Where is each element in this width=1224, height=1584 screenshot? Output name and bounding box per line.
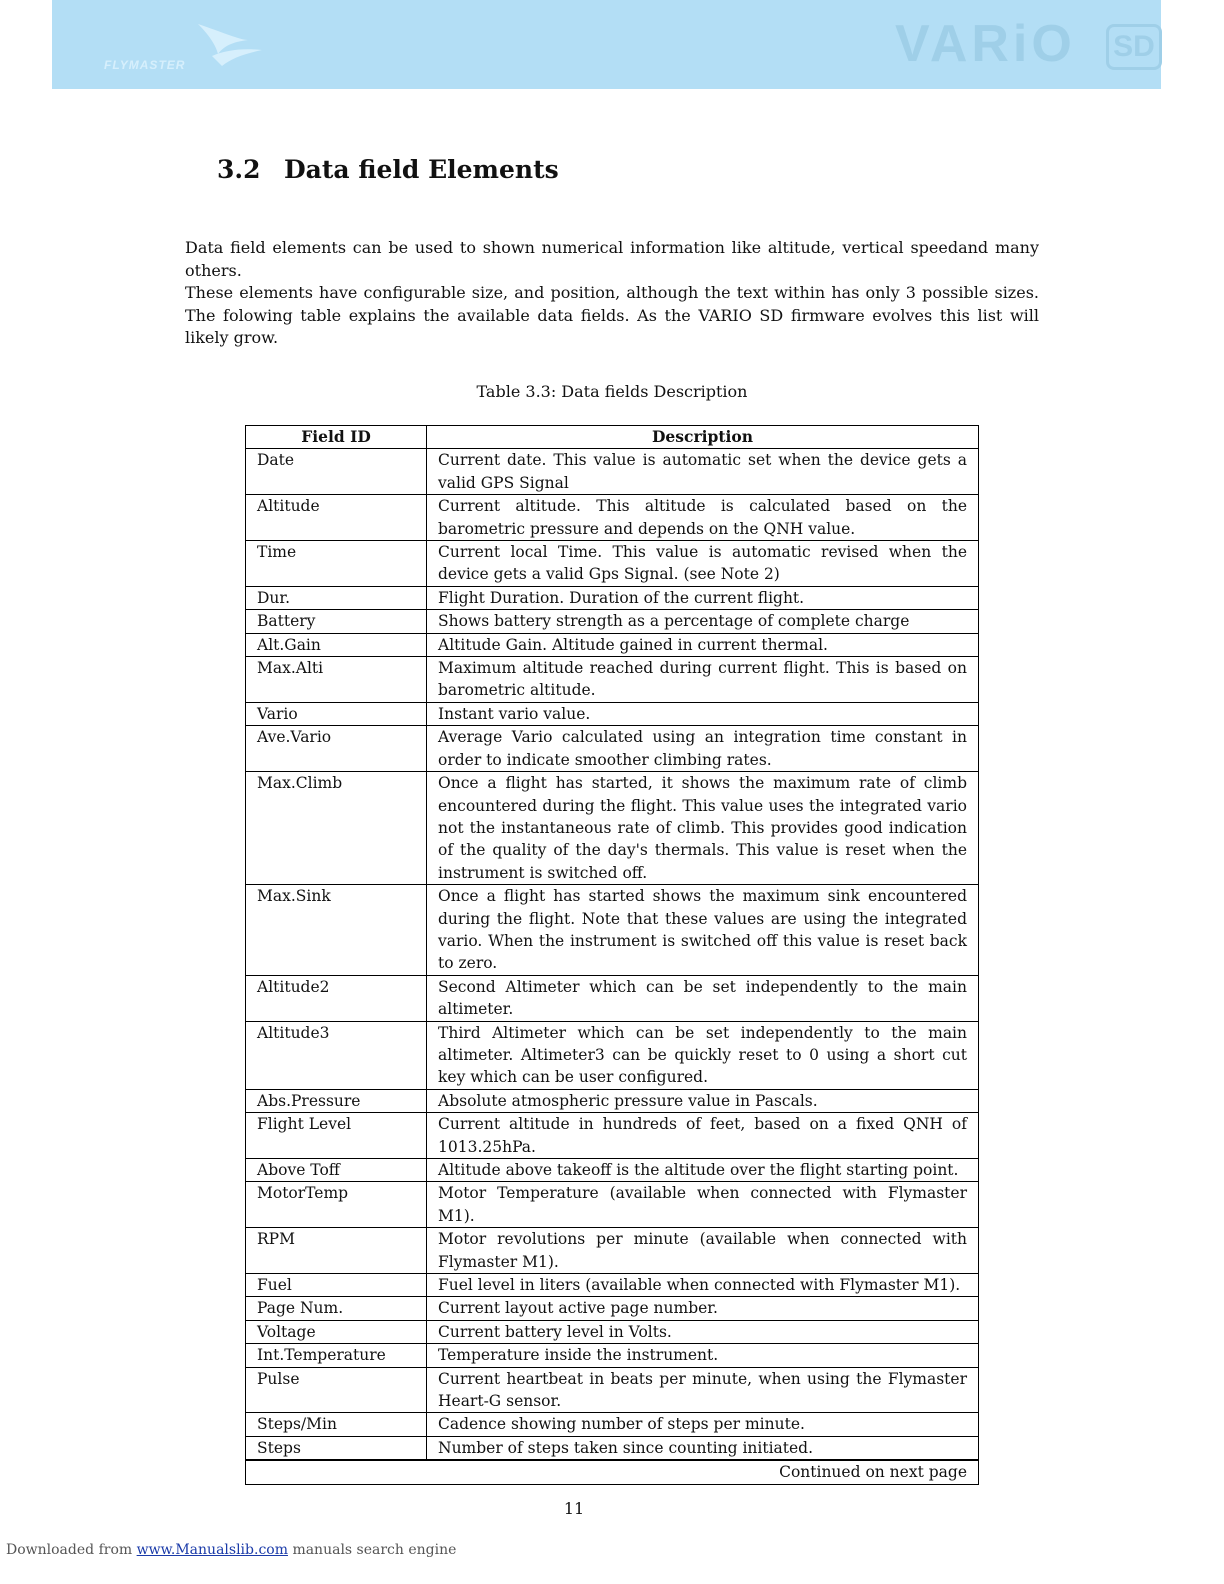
table-row <box>246 1228 979 1274</box>
table-row <box>246 1320 979 1343</box>
field-description-cell: Maximum altitude reached during current flight. This is based on barometric altitude. <box>427 657 979 703</box>
field-description-cell: Once a flight has started, it shows the maximum rate of climb encountered during the flight. This value uses the integrated vario not the instantaneous rate of climb. This provides good indication of the quality of the day's thermals. This value is reset when the instrument is switched off. <box>427 772 979 885</box>
table-row <box>246 772 979 885</box>
data-fields-table <box>245 425 979 1485</box>
flymaster-logo-text: FLYMASTER <box>104 58 186 72</box>
table-row <box>246 495 979 541</box>
field-id-cell: Steps/Min <box>246 1413 427 1436</box>
page-number: 11 <box>563 1499 585 1518</box>
table-row <box>246 1089 979 1112</box>
field-id-cell: RPM <box>246 1228 427 1274</box>
table-row <box>246 1113 979 1159</box>
table-row <box>246 1413 979 1436</box>
field-description-cell: Current local Time. This value is automatic revised when the device gets a valid Gps Signal. (see Note 2) <box>427 541 979 587</box>
field-description-cell: Flight Duration. Duration of the current flight. <box>427 586 979 609</box>
field-id-cell: Altitude3 <box>246 1021 427 1089</box>
table-row <box>246 633 979 656</box>
field-id-cell: Ave.Vario <box>246 726 427 772</box>
field-description-cell: Fuel level in liters (available when connected with Flymaster M1). <box>427 1274 979 1297</box>
table-caption: Table 3.3: Data fields Description <box>476 382 748 401</box>
field-id-cell: MotorTemp <box>246 1182 427 1228</box>
table-row <box>246 610 979 633</box>
field-description-cell: Cadence showing number of steps per minute. <box>427 1413 979 1436</box>
table-row <box>246 1182 979 1228</box>
field-description-cell: Motor Temperature (available when connected with Flymaster M1). <box>427 1182 979 1228</box>
field-id-cell: Pulse <box>246 1367 427 1413</box>
table-row <box>246 1367 979 1413</box>
table-row <box>246 541 979 587</box>
table-row <box>246 1159 979 1182</box>
intro-text <box>185 237 1039 350</box>
field-id-cell: Max.Climb <box>246 772 427 885</box>
field-description-cell: Temperature inside the instrument. <box>427 1344 979 1367</box>
download-footer <box>6 1542 456 1558</box>
field-id-cell: Above Toff <box>246 1159 427 1182</box>
field-id-cell: Steps <box>246 1436 427 1460</box>
field-description-cell: Instant vario value. <box>427 702 979 725</box>
table-row <box>246 1021 979 1089</box>
field-description-cell: Once a flight has started shows the maximum sink encountered during the flight. Note that these values are using the integrated vario. When the instrument is switched off this value is reset back to zero. <box>427 885 979 976</box>
section-heading <box>217 155 559 184</box>
table-row <box>246 1344 979 1367</box>
field-id-cell: Alt.Gain <box>246 633 427 656</box>
table-continued-row <box>246 1460 979 1484</box>
field-description-cell: Absolute atmospheric pressure value in Pascals. <box>427 1089 979 1112</box>
vario-logo-text: VARiO <box>895 15 1076 73</box>
table-row <box>246 702 979 725</box>
header-banner <box>52 0 1161 89</box>
field-id-cell: Voltage <box>246 1320 427 1343</box>
field-description-cell: Third Altimeter which can be set independently to the main altimeter. Altimeter3 can be quickly reset to 0 using a short cut key which can be user configured. <box>427 1021 979 1089</box>
manualslib-link[interactable]: www.Manualslib.com <box>136 1542 288 1558</box>
field-description-cell: Altitude above takeoff is the altitude over the flight starting point. <box>427 1159 979 1182</box>
table-row <box>246 1297 979 1320</box>
field-id-cell: Page Num. <box>246 1297 427 1320</box>
field-id-cell: Flight Level <box>246 1113 427 1159</box>
field-description-cell: Current date. This value is automatic set when the device gets a valid GPS Signal <box>427 449 979 495</box>
table-row <box>246 726 979 772</box>
field-id-cell: Altitude <box>246 495 427 541</box>
sd-logo-badge: SD <box>1106 24 1162 70</box>
intro-paragraph-2: These elements have configurable size, and position, although the text within has only 3 possible sizes. The folowing table explains the available data fields. As the VARIO SD firmware evolves this list will likely grow. <box>185 283 1039 347</box>
column-header-field-id: Field ID <box>246 426 427 449</box>
field-description-cell: Average Vario calculated using an integration time constant in order to indicate smoother climbing rates. <box>427 726 979 772</box>
field-id-cell: Max.Sink <box>246 885 427 976</box>
footer-prefix: Downloaded from <box>6 1542 133 1558</box>
intro-paragraph-1: Data field elements can be used to shown numerical information like altitude, vertical speedand many others. <box>185 238 1039 280</box>
field-id-cell: Time <box>246 541 427 587</box>
field-description-cell: Shows battery strength as a percentage of complete charge <box>427 610 979 633</box>
field-id-cell: Fuel <box>246 1274 427 1297</box>
table-row <box>246 586 979 609</box>
field-description-cell: Current layout active page number. <box>427 1297 979 1320</box>
column-header-description: Description <box>427 426 979 449</box>
table-header-row <box>246 426 979 449</box>
field-id-cell: Battery <box>246 610 427 633</box>
footer-suffix: manuals search engine <box>292 1542 457 1558</box>
field-description-cell: Current altitude. This altitude is calculated based on the barometric pressure and depends on the QNH value. <box>427 495 979 541</box>
table-row <box>246 885 979 976</box>
table-row <box>246 1436 979 1460</box>
field-description-cell: Number of steps taken since counting initiated. <box>427 1436 979 1460</box>
field-description-cell: Current heartbeat in beats per minute, when using the Flymaster Heart-G sensor. <box>427 1367 979 1413</box>
table-row <box>246 1274 979 1297</box>
field-description-cell: Current battery level in Volts. <box>427 1320 979 1343</box>
table-row <box>246 657 979 703</box>
field-id-cell: Dur. <box>246 586 427 609</box>
table-row <box>246 449 979 495</box>
section-title: Data field Elements <box>284 155 559 184</box>
field-id-cell: Abs.Pressure <box>246 1089 427 1112</box>
field-id-cell: Date <box>246 449 427 495</box>
field-id-cell: Max.Alti <box>246 657 427 703</box>
field-id-cell: Vario <box>246 702 427 725</box>
field-id-cell: Int.Temperature <box>246 1344 427 1367</box>
field-description-cell: Motor revolutions per minute (available when connected with Flymaster M1). <box>427 1228 979 1274</box>
section-number: 3.2 <box>217 155 261 184</box>
field-description-cell: Current altitude in hundreds of feet, based on a fixed QNH of 1013.25hPa. <box>427 1113 979 1159</box>
field-description-cell: Altitude Gain. Altitude gained in current thermal. <box>427 633 979 656</box>
continued-note: Continued on next page <box>246 1460 979 1484</box>
field-description-cell: Second Altimeter which can be set independently to the main altimeter. <box>427 975 979 1021</box>
field-id-cell: Altitude2 <box>246 975 427 1021</box>
table-row <box>246 975 979 1021</box>
